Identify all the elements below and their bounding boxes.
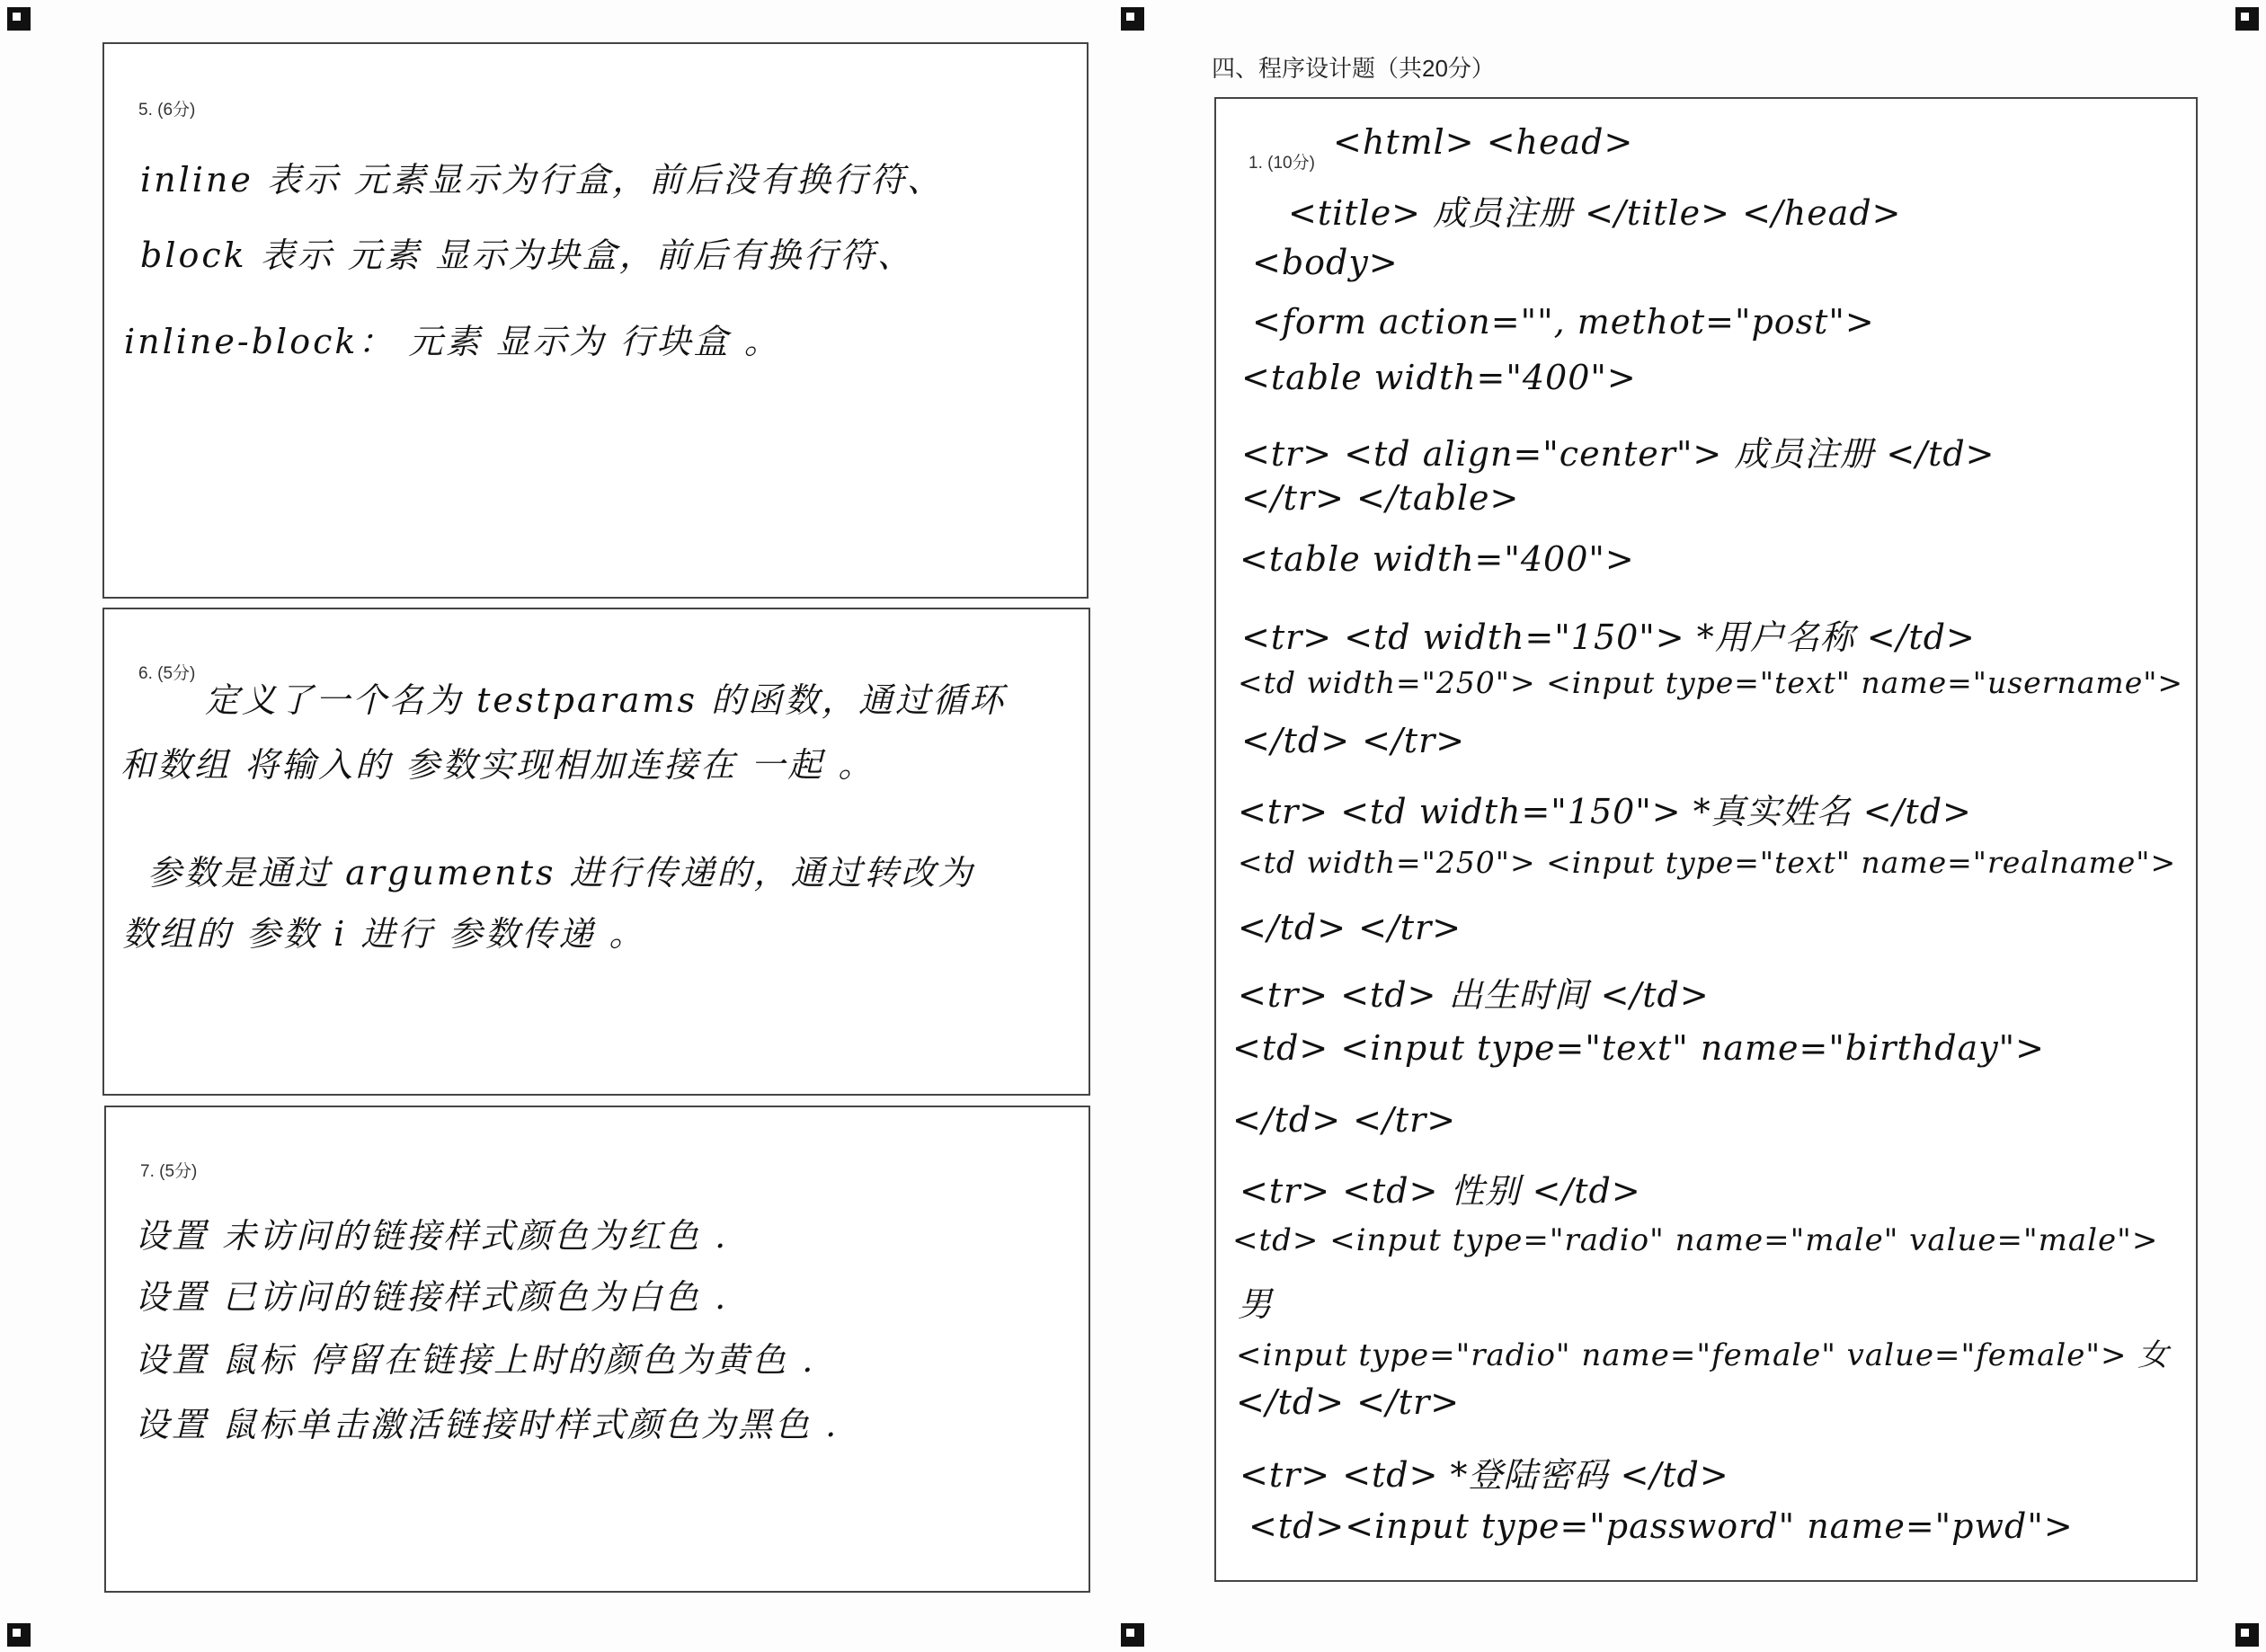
code-line: </td> </tr> [1236, 1382, 1461, 1422]
code-line: <td width="250"> <input type="text" name="realname"> [1238, 845, 2177, 880]
registration-mark [7, 7, 31, 31]
code-line: <input type="radio" name="female" value="female"> 女 [1236, 1337, 2170, 1373]
code-line: </tr> </table> [1241, 478, 1520, 518]
code-line: </td> </tr> [1238, 908, 1462, 947]
handwritten-line: 和数组 将输入的 参数实现相加连接在 一起 。 [120, 745, 875, 785]
registration-mark [7, 1623, 31, 1647]
handwritten-line: 设置 鼠标 停留在链接上时的颜色为黄色 . [135, 1340, 816, 1380]
answer-box-q6 [102, 608, 1090, 1096]
code-line: <tr> <td> 出生时间 </td> [1238, 975, 1710, 1015]
question-label: 6. (5分) [138, 664, 196, 683]
answer-box-programming-q1 [1214, 97, 2198, 1582]
code-line: <table width="400"> [1240, 539, 1635, 579]
question-label: 7. (5分) [140, 1162, 198, 1181]
code-line: 男 [1238, 1284, 1274, 1324]
code-line: <title> 成员注册 </title> </head> [1288, 193, 1902, 233]
handwritten-line: inline-block： 元素 显示为 行块盒 。 [124, 322, 781, 361]
handwritten-line: 设置 未访问的链接样式颜色为红色 . [135, 1216, 729, 1256]
question-label: 1. (10分) [1249, 154, 1315, 173]
code-line: <tr> <td width="150"> *用户名称 </td> [1241, 617, 1976, 657]
code-line: </td> </tr> [1232, 1100, 1457, 1140]
answer-box-q7 [104, 1106, 1090, 1593]
handwritten-line: 数组的 参数 i 进行 参数传递 。 [122, 914, 646, 954]
registration-mark [2235, 1623, 2259, 1647]
registration-mark [1121, 7, 1144, 31]
code-line: <tr> <td> *登陆密码 </td> [1240, 1455, 1729, 1495]
handwritten-line: 设置 已访问的链接样式颜色为白色 . [135, 1277, 729, 1317]
code-line: <td><input type="password" name="pwd"> [1249, 1506, 2074, 1546]
registration-mark [2235, 7, 2259, 31]
handwritten-line: 设置 鼠标单击激活链接时样式颜色为黑色 . [135, 1405, 840, 1444]
handwritten-line: block 表示 元素 显示为块盒，前后有换行符、 [140, 235, 914, 275]
code-line: <td width="250"> <input type="text" name="username"> [1238, 665, 2184, 700]
code-line: <table width="400"> [1241, 358, 1637, 397]
code-line: <tr> <td align="center"> 成员注册 </td> [1241, 434, 1995, 474]
handwritten-line: 定义了一个名为 testparams 的函数，通过循环 [205, 680, 1007, 720]
code-line: <html> <head> [1333, 122, 1634, 162]
question-label: 5. (6分) [138, 101, 196, 120]
handwritten-line: inline 表示 元素显示为行盒，前后没有换行符、 [140, 160, 945, 200]
code-line: <td> <input type="text" name="birthday"> [1232, 1028, 2045, 1068]
code-line: <td> <input type="radio" name="male" value="male"> [1232, 1222, 2159, 1258]
registration-mark [1121, 1623, 1144, 1647]
code-line: </td> </tr> [1241, 721, 1466, 760]
answer-box-q5 [102, 42, 1089, 599]
code-line: <tr> <td width="150"> *真实姓名 </td> [1238, 792, 1972, 831]
code-line: <tr> <td> 性别 </td> [1240, 1171, 1641, 1211]
handwritten-line: 参数是通过 arguments 进行传递的，通过转改为 [147, 853, 975, 893]
section-title: 四、程序设计题（共20分） [1212, 55, 1495, 82]
code-line: <body> [1252, 243, 1399, 282]
code-line: <form action="", methot="post"> [1252, 302, 1875, 342]
